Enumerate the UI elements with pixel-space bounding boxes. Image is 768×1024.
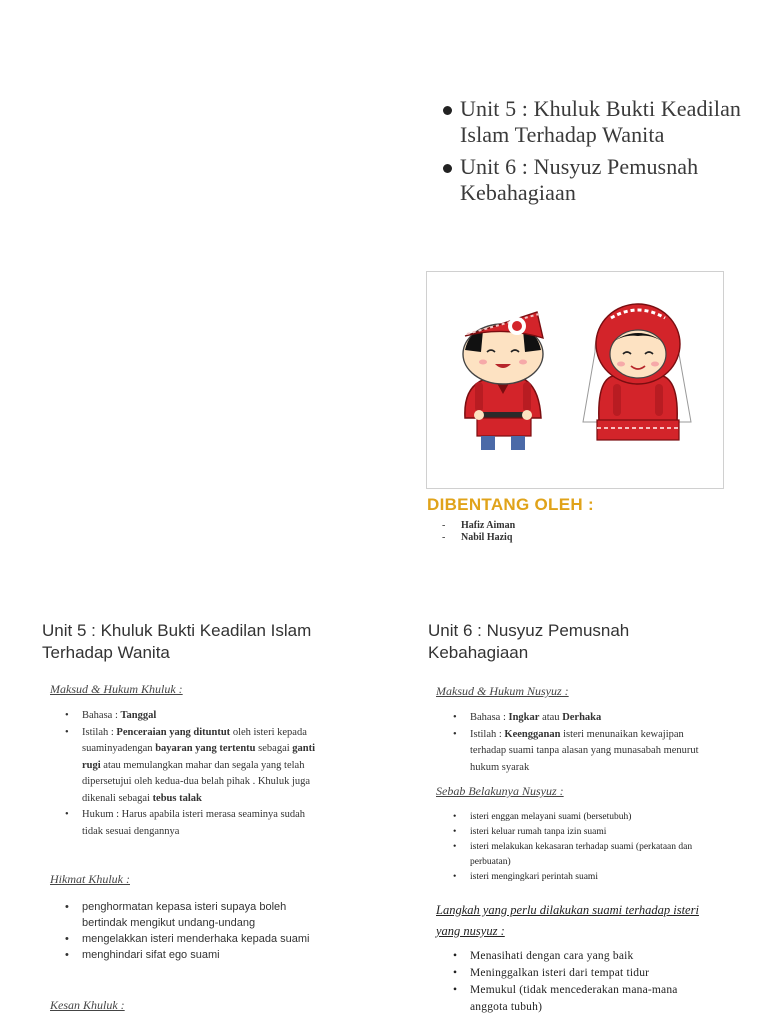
list-item: • Memukul (tidak mencederakan mana-mana anggota tubuh): [453, 984, 678, 1013]
list-item: • isteri mengingkari perintah suami: [453, 872, 598, 882]
list-item: • Istilah : Penceraian yang dituntut oleh isteri kepada suaminyadengan bayaran yang tertentu sebagai ganti rugi atau memulangkan mahar dan segala yang telah dipersetujui oleh kedua-dua belah pihak . Khuluk juga dikenali sebagai tebus talak: [65, 726, 316, 804]
nusyuz-definition-list: [448, 710, 708, 776]
bullet-icon: [443, 164, 452, 173]
unit5-title: Unit 5 : Khuluk Bukti Keadilan Islam Terhadap Wanita: [42, 621, 312, 662]
list-item: • Bahasa : Tanggal: [65, 710, 157, 721]
list-item: • isteri melakukan kekasaran terhadap suami (perkataan dan perbuatan): [453, 842, 693, 867]
headline-item-unit5: [443, 96, 743, 148]
list-item: • Meninggalkan isteri dari tempat tidur: [453, 967, 650, 979]
section-langkah-suami: Langkah yang perlu dilakukan suami terhadap isteri yang nusyuz :: [436, 903, 699, 938]
section-kesan-khuluk: Kesan Khuluk :: [50, 998, 125, 1012]
list-item: • Hukum : Harus apabila isteri merasa seaminya sudah tidak sesuai dengannya: [65, 809, 306, 837]
headline-text: Unit 5 : Khuluk Bukti Keadilan Islam Terhadap Wanita: [460, 96, 742, 147]
section-sebab-nusyuz: Sebab Belakunya Nusyuz :: [436, 784, 564, 798]
list-item: • menghindari sifat ego suami: [65, 949, 220, 961]
list-item: • Istilah : Keengganan isteri menunaikan kewajipan terhadap suami tanpa alasan yang munasabah menurut hukum syarak: [453, 728, 699, 773]
khuluk-definition-list: [60, 708, 322, 840]
section-hikmat-khuluk: Hikmat Khuluk :: [50, 872, 130, 886]
list-item: • mengelakkan isteri menderhaka kepada suami: [65, 933, 310, 945]
hikmat-list: [60, 899, 322, 963]
list-item: • isteri keluar rumah tanpa izin suami: [453, 827, 607, 837]
section-maksud-nusyuz: Maksud & Hukum Nusyuz :: [436, 684, 569, 698]
author-item: - Hafiz Aiman: [442, 520, 516, 531]
list-item: • Bahasa : Ingkar atau Derhaka: [453, 712, 602, 723]
list-item: • isteri enggan melayani suami (bersetubuh): [453, 812, 632, 822]
cover-illustration: [426, 271, 724, 489]
presented-by-heading: DIBENTANG OLEH :: [427, 495, 594, 514]
sebab-list: [448, 810, 718, 885]
unit6-title: Unit 6 : Nusyuz Pemusnah Kebahagiaan: [428, 621, 630, 662]
list-item: • penghormatan kepasa isteri supaya boleh bertindak mengikut undang-undang: [65, 901, 287, 929]
langkah-list: [448, 948, 716, 1016]
author-list: [442, 520, 515, 544]
headline-item-unit6: [443, 154, 743, 206]
list-item: • Menasihati dengan cara yang baik: [453, 950, 634, 962]
boy-figure: [463, 312, 543, 450]
section-maksud-khuluk: Maksud & Hukum Khuluk :: [50, 682, 183, 696]
cover-headline: [443, 96, 743, 212]
author-item: - Nabil Haziq: [442, 532, 513, 543]
girl-figure: [583, 304, 691, 440]
couple-illustration: [427, 272, 723, 488]
headline-text: Unit 6 : Nusyuz Pemusnah Kebahagiaan: [460, 154, 699, 205]
bullet-icon: [443, 106, 452, 115]
